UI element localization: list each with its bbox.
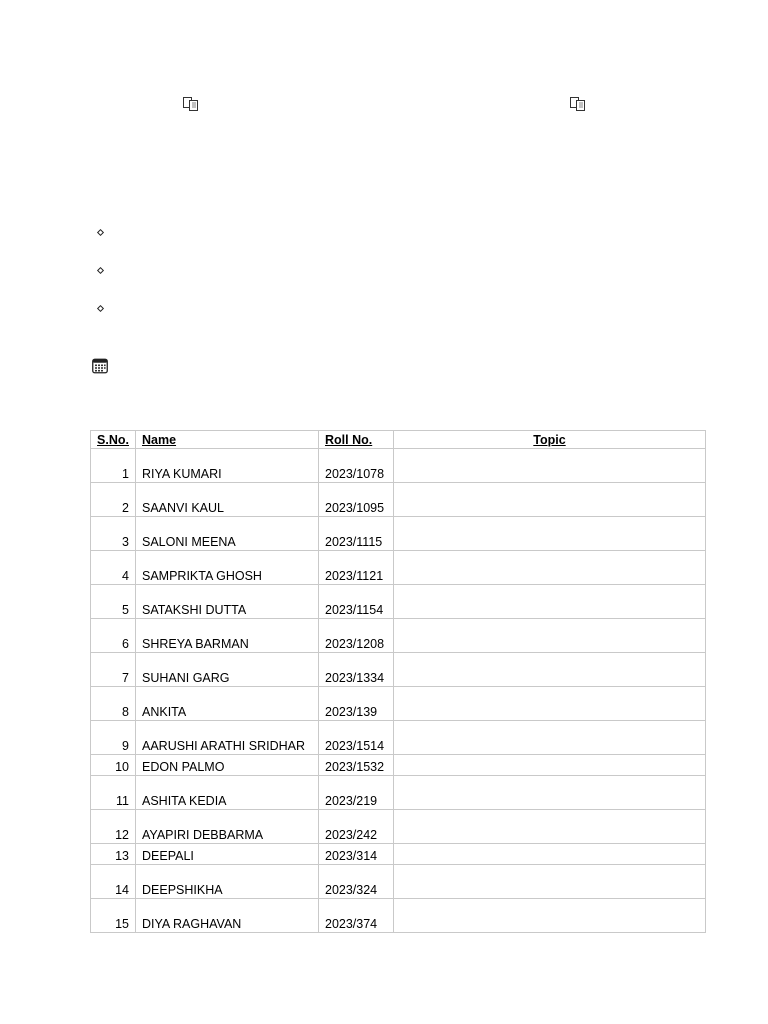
cell-roll-no: 2023/1208 [319,619,394,653]
cell-topic[interactable] [394,551,706,585]
table-row [91,551,706,585]
cell-sno: 10 [91,755,136,776]
calendar-icon [92,358,108,374]
cell-topic[interactable] [394,776,706,810]
diamond-bullet-icon [97,229,104,236]
table-row [91,721,706,755]
cell-sno: 9 [91,721,136,755]
cell-topic[interactable] [394,899,706,933]
cell-sno: 6 [91,619,136,653]
cell-topic[interactable] [394,653,706,687]
cell-name: AYAPIRI DEBBARMA [136,810,319,844]
cell-topic[interactable] [394,619,706,653]
table-header-row [91,431,706,449]
cell-name: SALONI MEENA [136,517,319,551]
header-roll-no: Roll No. [319,431,394,449]
table-row [91,517,706,551]
cell-sno: 14 [91,865,136,899]
cell-sno: 15 [91,899,136,933]
copy-icon [570,97,586,111]
cell-sno: 4 [91,551,136,585]
cell-name: RIYA KUMARI [136,449,319,483]
table-row [91,585,706,619]
cell-topic[interactable] [394,449,706,483]
cell-sno: 8 [91,687,136,721]
cell-name: SAMPRIKTA GHOSH [136,551,319,585]
table-row [91,687,706,721]
cell-topic[interactable] [394,585,706,619]
cell-roll-no: 2023/1334 [319,653,394,687]
cell-roll-no: 2023/1095 [319,483,394,517]
header-name: Name [136,431,319,449]
header-sno: S.No. [91,431,136,449]
table-row [91,653,706,687]
cell-topic[interactable] [394,721,706,755]
cell-name: SUHANI GARG [136,653,319,687]
table-row [91,755,706,776]
cell-sno: 11 [91,776,136,810]
table-row [91,865,706,899]
cell-sno: 3 [91,517,136,551]
table-row [91,483,706,517]
cell-roll-no: 2023/1514 [319,721,394,755]
cell-name: EDON PALMO [136,755,319,776]
cell-name: AARUSHI ARATHI SRIDHAR [136,721,319,755]
cell-sno: 13 [91,844,136,865]
cell-name: SHREYA BARMAN [136,619,319,653]
cell-roll-no: 2023/314 [319,844,394,865]
cell-roll-no: 2023/1121 [319,551,394,585]
diamond-bullet-icon [97,267,104,274]
cell-roll-no: 2023/1115 [319,517,394,551]
cell-name: DEEPALI [136,844,319,865]
student-roster-table [90,430,706,933]
cell-topic[interactable] [394,810,706,844]
cell-roll-no: 2023/374 [319,899,394,933]
header-topic: Topic [394,431,706,449]
table-row [91,776,706,810]
cell-name: DIYA RAGHAVAN [136,899,319,933]
cell-topic[interactable] [394,687,706,721]
cell-name: SATAKSHI DUTTA [136,585,319,619]
cell-topic[interactable] [394,517,706,551]
cell-sno: 2 [91,483,136,517]
cell-name: ASHITA KEDIA [136,776,319,810]
cell-topic[interactable] [394,483,706,517]
copy-icon [183,97,199,111]
cell-roll-no: 2023/1154 [319,585,394,619]
cell-name: ANKITA [136,687,319,721]
cell-sno: 1 [91,449,136,483]
table-row [91,810,706,844]
cell-sno: 12 [91,810,136,844]
cell-roll-no: 2023/242 [319,810,394,844]
cell-sno: 5 [91,585,136,619]
cell-roll-no: 2023/219 [319,776,394,810]
cell-roll-no: 2023/139 [319,687,394,721]
table-row [91,449,706,483]
cell-name: SAANVI KAUL [136,483,319,517]
table-row [91,844,706,865]
diamond-bullet-icon [97,305,104,312]
cell-roll-no: 2023/1532 [319,755,394,776]
cell-topic[interactable] [394,865,706,899]
cell-roll-no: 2023/324 [319,865,394,899]
table-row [91,899,706,933]
cell-topic[interactable] [394,844,706,865]
table-row [91,619,706,653]
cell-roll-no: 2023/1078 [319,449,394,483]
cell-name: DEEPSHIKHA [136,865,319,899]
cell-sno: 7 [91,653,136,687]
cell-topic[interactable] [394,755,706,776]
